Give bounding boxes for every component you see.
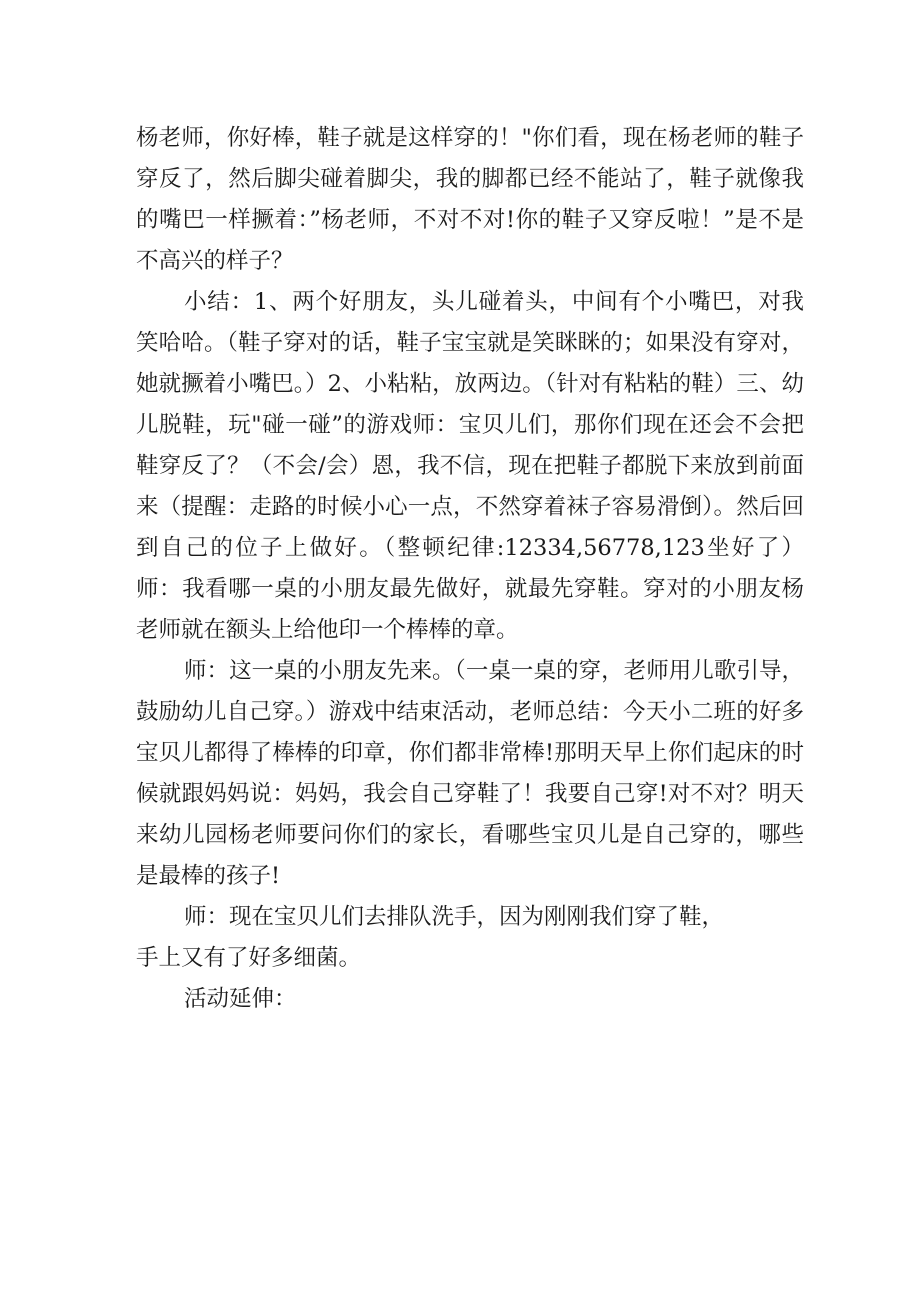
paragraph-4-line-2: 手上又有了好多细菌。 <box>136 945 362 971</box>
paragraph-5: 活动延伸： <box>184 986 297 1012</box>
document-body <box>136 118 804 1020</box>
paragraph-4-line-1: 师：现在宝贝儿们去排队洗手，因为刚刚我们穿了鞋， <box>184 904 725 930</box>
paragraph-1: 杨老师，你好棒，鞋子就是这样穿的！"你们看，现在杨老师的鞋子穿反了，然后脚尖碰着脚尖，我的脚都已经不能站了，鞋子就像我的嘴巴一样撅着：”杨老师，不对不对!你的鞋子又穿反啦！”是不是不高兴的样子？ <box>136 125 804 274</box>
paragraph-3: 师：这一桌的小朋友先来。（一桌一桌的穿，老师用儿歌引导，鼓励幼儿自己穿。）游戏中结束活动，老师总结：今天小二班的好多宝贝儿都得了棒棒的印章，你们都非常棒!那明天早上你们起床的时候就跟妈妈说：妈妈，我会自己穿鞋了！我要自己穿!对不对？明天来幼儿园杨老师要问你们的家长，看哪些宝贝儿是自己穿的，哪些是最棒的孩子! <box>136 658 804 889</box>
paragraph-2: 小结：1、两个好朋友，头儿碰着头，中间有个小嘴巴，对我笑哈哈。（鞋子穿对的话，鞋子宝宝就是笑眯眯的；如果没有穿对，她就撅着小嘴巴。）2、小粘粘，放两边。（针对有粘粘的鞋）三、幼儿脱鞋，玩"碰一碰”的游戏师：宝贝儿们，那你们现在还会不会把鞋穿反了？（不会/会）恩，我不信，现在把鞋子都脱下来放到前面来（提醒：走路的时候小心一点，不然穿着袜子容易滑倒）。然后回到自己的位子上做好。（整顿纪律:12334,56778,123坐好了）师：我看哪一桌的小朋友最先做好，就最先穿鞋。穿对的小朋友杨老师就在额头上给他印一个棒棒的章。 <box>136 289 804 643</box>
paragraph-4 <box>136 897 804 979</box>
